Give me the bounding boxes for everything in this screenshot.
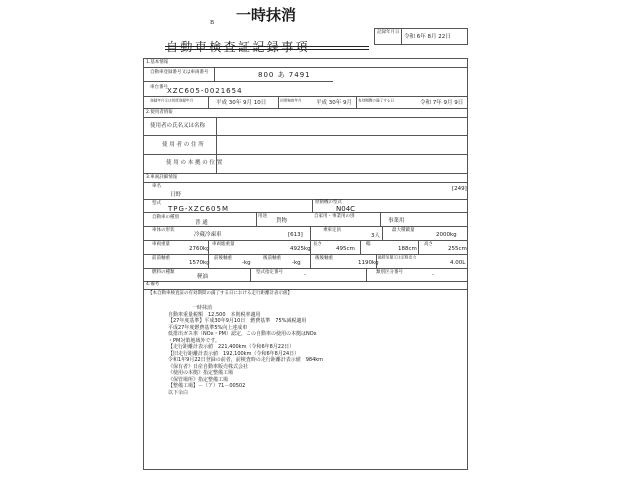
divider (278, 96, 279, 108)
max-load-value: 2000kg (436, 232, 457, 238)
remarks-line: 平成27年度燃費基準5%向上達成車 (168, 324, 248, 331)
remarks-list (168, 305, 323, 396)
displacement-value: 4.00L (450, 260, 466, 266)
weight-value: 2760kg (189, 246, 210, 252)
status-stamp: 一時抹消 (236, 6, 297, 24)
divider (143, 135, 468, 136)
divider (250, 268, 251, 281)
maker-label: 車名 (152, 184, 161, 189)
ff-axle-label: 前前軸重 (152, 256, 170, 261)
divider (143, 268, 468, 269)
first-check-label: 初度検査年月 (280, 99, 302, 104)
length-label: 長さ (313, 242, 322, 247)
divider (382, 226, 383, 240)
divider (208, 96, 209, 108)
section-remarks-heading: 4.備考 (146, 282, 160, 287)
height-value: 255cm (448, 246, 467, 252)
chassis-label: 車台番号 (150, 85, 168, 90)
width-value: 188cm (398, 246, 417, 252)
reg-label: 自動車登録番号又は車両番号 (150, 70, 209, 75)
capacity-label: 乗車定員 (323, 228, 341, 233)
divider (310, 226, 311, 240)
divider (143, 96, 468, 97)
remarks-line: 自動車重量税額 12,500 本則税率適用 (168, 311, 261, 318)
first-check-value: 平成 30年 9月 (316, 100, 352, 106)
divider (143, 182, 468, 183)
divider (312, 199, 313, 212)
body-shape-code: [613] (288, 232, 303, 238)
first-reg-value: 平成 30年 9月 10日 (216, 100, 267, 106)
remarks-line: 《保有者》日産自動車販売株式会社 (168, 363, 249, 370)
divider (356, 96, 357, 108)
model-no-label: 型式指定番号 (256, 270, 283, 275)
section-vehicle-heading: 3.車両詳細情報 (146, 175, 178, 180)
remarks-title: 【本自動車検査証の有効期間の満了する日における走行距離計表示値】 (148, 291, 292, 296)
divider (380, 212, 381, 226)
remarks-line: 【27年度基準】平成30年9月10日 燃費基準 75%減税適用 (168, 318, 307, 324)
first-reg-label: 登録年月又は初度登録年月 (150, 99, 194, 104)
model-no-value: - (304, 272, 306, 278)
rr-axle-value: 1190kg (358, 260, 379, 266)
divider (366, 268, 367, 281)
weight-label: 車両重量 (152, 242, 170, 247)
expiry-value: 令和 7年 9月 9日 (420, 100, 464, 106)
maker-code: [249] (452, 186, 467, 192)
private-business-label: 自家用・事業用の別 (314, 214, 355, 219)
remarks-line: 【旧走行距離計表示値 192,100km（令和6年8月24日） (168, 350, 300, 357)
doc-mark: B (210, 20, 215, 26)
divider (143, 281, 468, 282)
divider (143, 240, 468, 241)
rf-axle-value: -kg (292, 260, 301, 266)
remarks-line: 《使用の本拠》指定整備工場 (168, 370, 234, 376)
issue-date-label: 記録年月日 (377, 30, 400, 35)
fuel-value: 軽油 (197, 274, 209, 280)
divider (143, 81, 333, 82)
gross-weight-label: 車両総重量 (212, 242, 235, 247)
model-label: 型式 (152, 201, 161, 206)
divider (143, 117, 468, 118)
divider (208, 254, 209, 268)
divider (143, 154, 468, 155)
divider (376, 254, 377, 268)
chassis-value: XZC605-0021654 (167, 87, 243, 95)
divider (256, 212, 257, 226)
doc-title: 自動車検査証記録事項 (166, 40, 311, 54)
maker-value: 日野 (170, 192, 182, 198)
use-label: 用途 (258, 214, 267, 219)
expiry-label: 有効期間の満了する日 (358, 99, 394, 104)
max-load-label: 最大積載量 (392, 228, 415, 233)
remarks-line: 【整備工場】－（ア）71－00502 (168, 383, 246, 389)
remarks-line: 【走行距離計表示値 221,400km（令和6年8月22日） (168, 344, 295, 350)
divider (143, 254, 468, 255)
fr-axle-value: -kg (242, 260, 251, 266)
model-value: TPG-XZC605M (168, 205, 229, 213)
divider (208, 240, 209, 254)
fr-axle-label: 前後軸重 (214, 256, 232, 261)
remarks-line: 一時抹消 (192, 305, 213, 311)
engine-label: 原動機の型式 (315, 200, 342, 205)
divider (143, 289, 468, 290)
class-no-label: 類別区分番号 (376, 270, 403, 275)
divider (143, 67, 468, 68)
fuel-label: 燃料の種類 (152, 270, 175, 275)
user-address-label: 使 用 者 の 住 所 (162, 142, 204, 148)
engine-value: N04C (336, 205, 356, 213)
user-name-label: 使用者の氏名又は名称 (150, 123, 206, 129)
height-label: 高さ (424, 242, 433, 247)
title-strike-line (165, 46, 369, 47)
remarks-line: ・PM対策地域外です。 (168, 337, 220, 344)
section-usage-heading: 2.使用者情報 (146, 110, 173, 115)
section-basic-heading: 1.基本情報 (146, 60, 169, 65)
length-value: 495cm (336, 246, 355, 252)
use-value: 貨物 (276, 218, 288, 224)
ff-axle-value: 1570kg (189, 260, 210, 266)
remarks-line: 《保管場所》指定整備工場 (168, 376, 229, 383)
divider (143, 226, 468, 227)
divider (401, 28, 402, 45)
private-business-value: 事業用 (388, 218, 405, 224)
body-shape-value: 冷蔵冷凍車 (194, 232, 222, 238)
title-strike-line (165, 49, 369, 50)
remarks-line: 低排出ガス車（NOx・PM）認定，この自動車の使用の本拠はNOx (168, 331, 317, 337)
divider (418, 240, 419, 254)
remarks-line: 以下余白 (168, 389, 189, 396)
base-location-label: 使 用 の 本 拠 の 位 置 (166, 160, 223, 166)
remarks-line: 令和1年9月22日登録の前者，前検査時の走行距離計表示値 984km (168, 357, 324, 363)
rr-axle-label: 後後軸重 (315, 256, 333, 261)
divider (214, 67, 215, 81)
divider (143, 173, 468, 174)
divider (360, 240, 361, 254)
rf-axle-label: 後前軸重 (263, 256, 281, 261)
gross-weight-value: 4925kg (290, 246, 311, 252)
class-no-value: - (432, 272, 434, 278)
divider (310, 254, 311, 268)
issue-date-value: 令和 6年 8月 22日 (404, 34, 451, 40)
body-shape-label: 車体の形状 (152, 228, 175, 233)
divider (143, 108, 468, 109)
vehicle-type-value: 普 通 (195, 220, 208, 226)
divider (310, 240, 311, 254)
vehicle-type-label: 自動車の種別 (152, 215, 179, 220)
reg-value: 800 あ 7491 (258, 71, 311, 79)
divider (143, 199, 468, 200)
divider (143, 212, 468, 213)
capacity-value: 3人 (371, 233, 380, 239)
width-label: 幅 (366, 242, 371, 247)
displacement-label: 総排気量又は定格出力 (378, 256, 417, 261)
